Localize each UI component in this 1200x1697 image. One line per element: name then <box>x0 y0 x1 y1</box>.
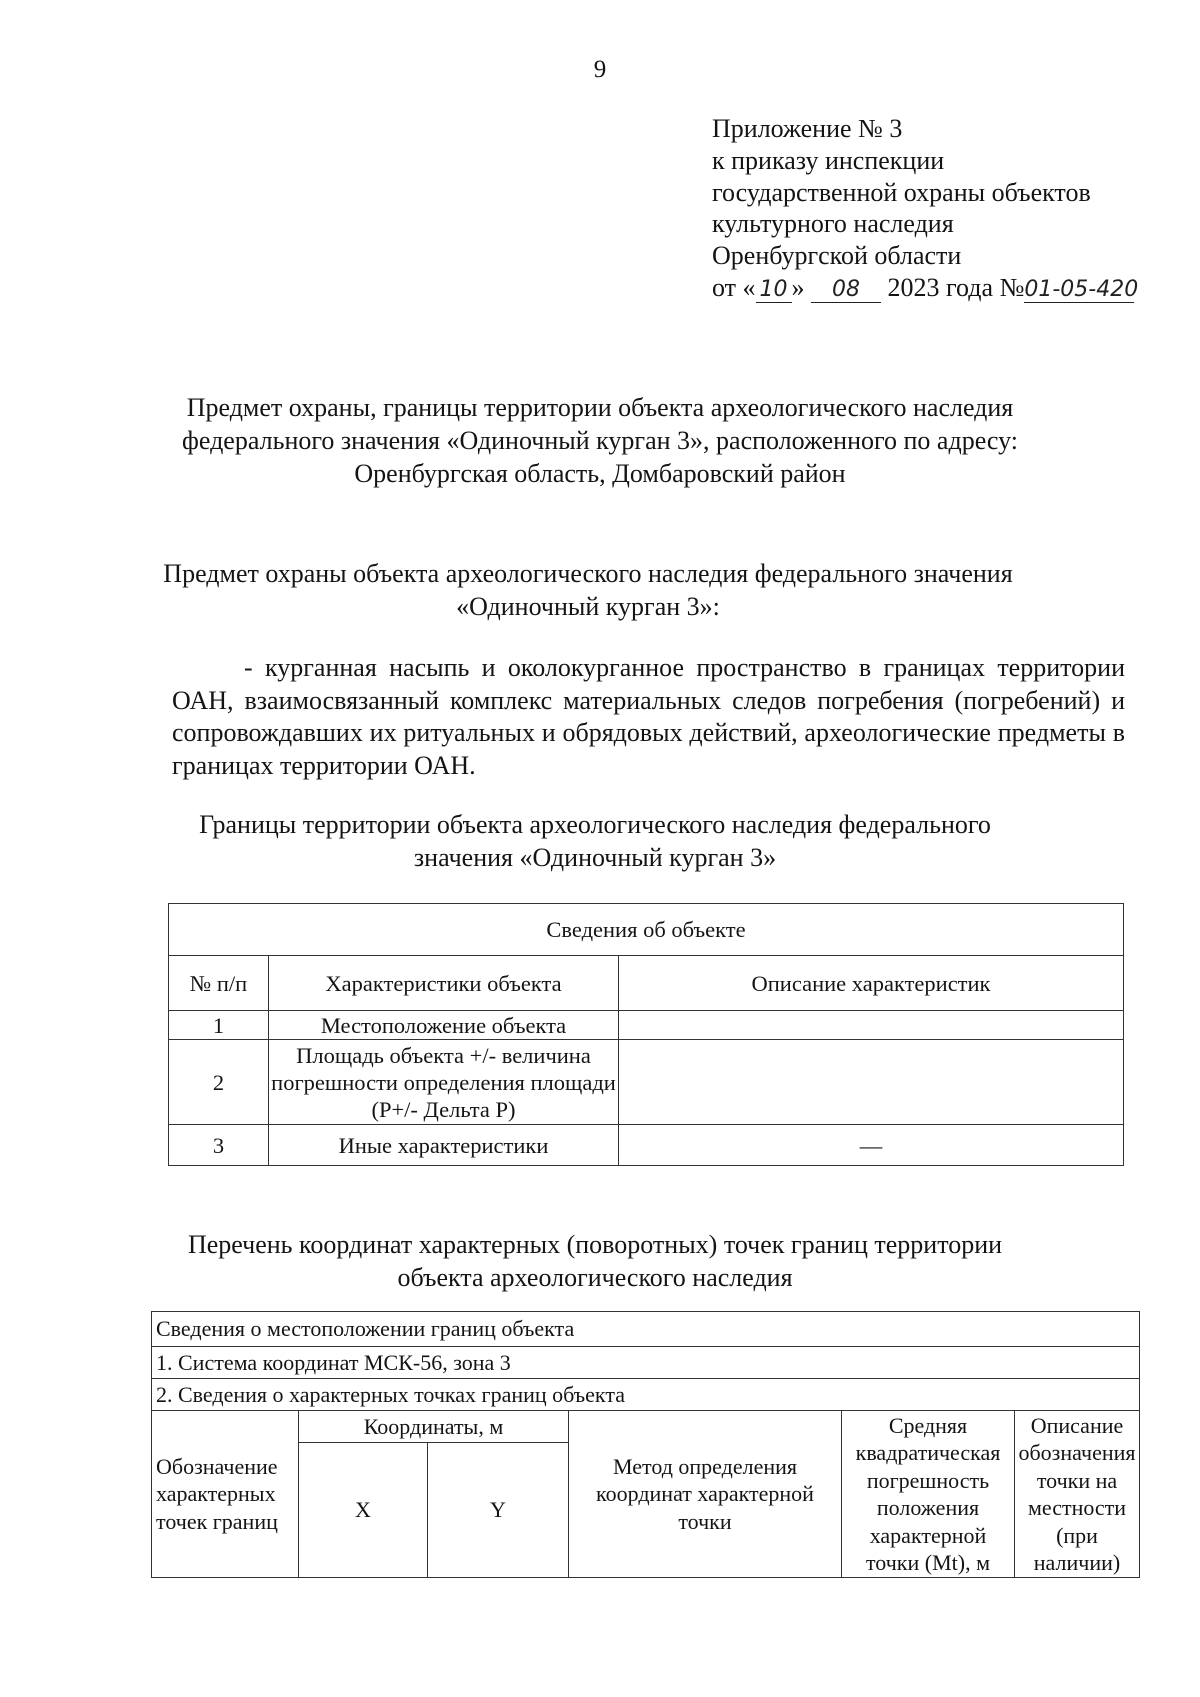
row-characteristic: Площадь объекта +/- величина погрешности определения площади (P+/- Дельта P) <box>269 1040 619 1125</box>
appendix-line: Оренбургской области <box>712 241 962 271</box>
object-info-table <box>168 903 1124 1166</box>
row-description <box>619 1040 1124 1125</box>
coordinates-table <box>151 1311 1140 1578</box>
table-title: Сведения об объекте <box>169 904 1124 956</box>
date-month: 08 <box>811 278 881 303</box>
coords-row-points: 2. Сведения о характерных точках границ объекта <box>152 1379 1140 1411</box>
page-number: 9 <box>593 56 607 83</box>
coords-row-location: Сведения о местоположении границ объекта <box>152 1312 1140 1347</box>
table-row <box>169 1011 1124 1040</box>
col-method: Метод определения координат характерной точки <box>569 1411 842 1578</box>
heading-line: значения «Одиночный курган 3» <box>413 843 777 872</box>
appendix-line: государственной охраны объектов <box>712 177 1091 207</box>
title-line: Предмет охраны, границы территории объекта археологического наследия <box>186 393 1014 422</box>
date-prefix: от « <box>712 272 756 302</box>
subject-paragraph <box>172 652 1125 782</box>
coords-heading <box>95 1228 1095 1294</box>
col-error: Средняя квадратическая погрешность положения характерной точки (Mt), м <box>842 1411 1015 1578</box>
title-line: федерального значения «Одиночный курган 3», расположенного по адресу: <box>182 426 1018 455</box>
heading-line: «Одиночный курган 3»: <box>456 592 720 621</box>
appendix-date-line <box>712 272 1139 304</box>
col-header: Описание характеристик <box>619 956 1124 1011</box>
row-number: 3 <box>169 1125 269 1166</box>
col-x: X <box>299 1443 428 1578</box>
appendix-line: культурного наследия <box>712 209 954 239</box>
col-description: Описание обозначения точки на местности (при наличии) <box>1015 1411 1140 1578</box>
col-designation: Обозначение характерных точек границ <box>152 1411 299 1578</box>
row-description <box>619 1011 1124 1040</box>
document-title <box>100 391 1100 490</box>
subject-text: - курганная насыпь и околокурганное пространство в границах территории ОАН, взаимосвязанный комплекс материальных следов погребения (погребений) и сопровождавших их ритуальных и обрядовых действий, археологические предметы в границах территории ОАН. <box>172 653 1125 780</box>
row-characteristic: Иные характеристики <box>269 1125 619 1166</box>
date-day: 10 <box>756 278 792 303</box>
col-header: Характеристики объекта <box>269 956 619 1011</box>
row-description: — <box>619 1125 1124 1166</box>
heading-line: Границы территории объекта археологического наследия федерального <box>199 810 991 839</box>
heading-line: Перечень координат характерных (поворотных) точек границ территории <box>187 1230 1003 1259</box>
row-number: 2 <box>169 1040 269 1125</box>
date-mid: » <box>791 272 805 302</box>
table-row <box>169 1125 1124 1166</box>
title-line: Оренбургская область, Домбаровский район <box>354 459 846 488</box>
heading-line: объекта археологического наследия <box>397 1263 793 1292</box>
row-number: 1 <box>169 1011 269 1040</box>
appendix-header <box>712 113 1139 304</box>
col-coordinates: Координаты, м <box>299 1411 569 1443</box>
col-y: Y <box>428 1443 569 1578</box>
table-row <box>169 1040 1124 1125</box>
date-year: 2023 года № <box>887 272 1025 302</box>
row-characteristic: Местоположение объекта <box>269 1011 619 1040</box>
appendix-line: к приказу инспекции <box>712 145 945 175</box>
appendix-line: Приложение № 3 <box>712 114 903 143</box>
subject-heading <box>88 557 1088 623</box>
col-header: № п/п <box>169 956 269 1011</box>
borders-heading <box>95 808 1095 874</box>
order-number: 01-05-420 <box>1024 276 1139 302</box>
heading-line: Предмет охраны объекта археологического наследия федерального значения <box>163 559 1013 588</box>
coords-row-system: 1. Система координат МСК-56, зона 3 <box>152 1347 1140 1379</box>
